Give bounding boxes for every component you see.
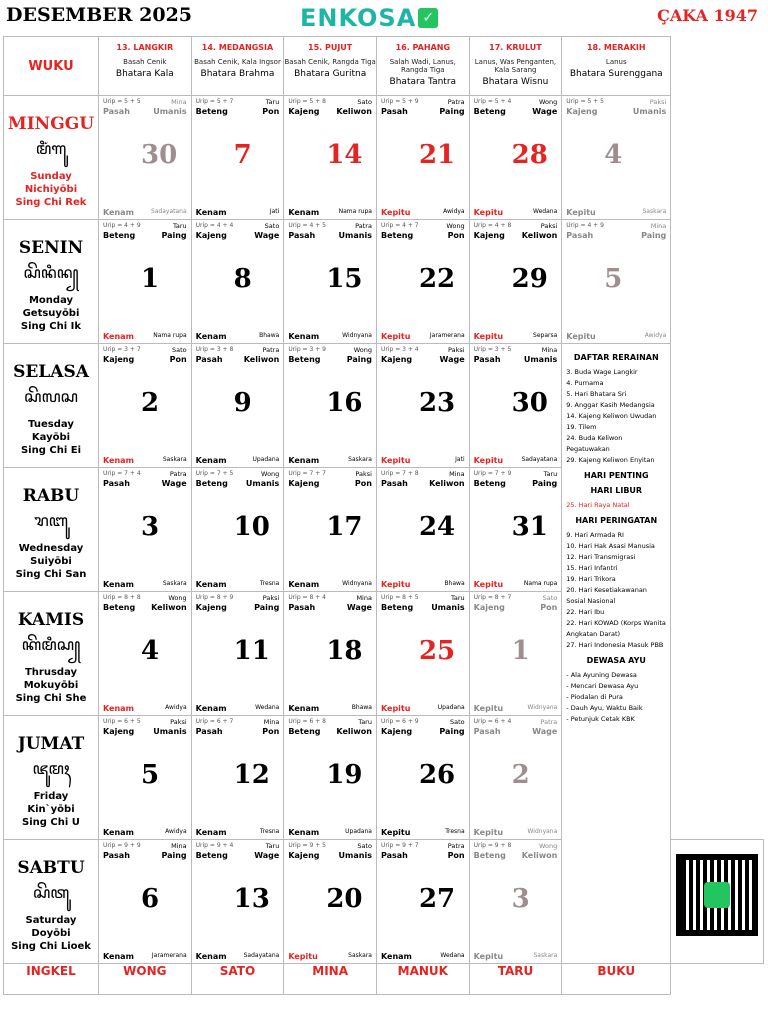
date-cell[interactable]: Urip = 9 + 5 Sato Kajeng Umanis 20 Kepitu Saskara [288,842,372,961]
date-cell[interactable]: Urip = 4 + 7 Wong Beteng Pon 22 Kepitu Jaramerana [380,222,465,341]
date-cell[interactable]: Urip = 8 + 9 Paksi Kajeng Paing 11 Kenam Wedana [195,594,280,713]
check-icon: ✓ [418,8,438,28]
date-cell[interactable]: Urip = 9 + 8 Wong Beteng Keliwon 3 Kepitu Saskara [473,842,558,961]
qr-code [671,840,764,964]
date-cell[interactable]: Urip = 7 + 9 Taru Beteng Paing 31 Kepitu Nama rupa [473,470,558,589]
caka-year: ÇAKA 1947 [657,6,758,25]
weekday-label: KAMIS ꦏꦼꦩꦶꦱ꧀ Thrusday Mokuyōbi Sing Chi She [4,592,99,716]
date-cell[interactable]: Urip = 3 + 4 Paksi Kajeng Wage 23 Kepitu Jati [380,346,465,465]
date-cell[interactable]: Urip = 8 + 7 Sato Kajeng Pon 1 Kepitu Widnyana [473,594,558,713]
ingkel-label: MINA [284,964,377,995]
qr-icon [676,854,758,936]
date-cell[interactable]: Urip = 3 + 5 Mina Pasah Umanis 30 Kepitu Sadayatana [473,346,558,465]
date-cell[interactable]: Urip = 3 + 7 Sato Kajeng Pon 2 Kenam Saskara [103,346,187,465]
calendar-table [3,36,764,995]
ingkel-label: SATO [191,964,284,995]
wuku-column-header: 16. PAHANG Salah Wadi, Lanus, Rangda Tiga Bhatara Tantra [376,37,469,96]
date-cell[interactable]: Urip = 7 + 5 Wong Beteng Umanis 10 Kenam Tresna [195,470,280,589]
ingkel-label: MANUK [376,964,469,995]
sidebar: DAFTAR RERAINAN 3. Buda Wage Langkir 4. Purnama 5. Hari Bhatara Sri 9. Anggar Kasih Medangsia 14. Kajeng Keliwon Uwudan 19. Tilem 24. Buda Keliwon Pegatuwakan 29. Kajeng Keliwon Enyitan HARI PENTING HARI LIBUR 25. Hari Raya Natal HARI PERINGATAN 9. Hari Armada RI 10. Hari Hak Asasi Manusia 12. Hari Transmigrasi 15. Hari Infantri 19. Hari Trikora 20. Hari Kesetiakawanan Sosial Nasional 22. Hari Ibu 22. Hari KOWAD (Korps Wanita Angkatan Darat) 27. Hari Indonesia Masuk PBB DEWASA AYU - Ala Ayuning Dewasa - Mencari Dewasa Ayu - Piodalan di Pura - Dauh Ayu, Waktu Baik - Petunjuk Cetak KBK [562,344,671,964]
date-cell[interactable]: Urip = 5 + 5 Paksi Kajeng Umanis 4 Kepitu Saskara [566,98,667,217]
date-cell[interactable]: Urip = 4 + 9 Mina Pasah Paing 5 Kepitu Awidya [566,222,667,341]
wuku-column-header: 14. MEDANGSIA Basah Cenik, Kala Ingsor Bhatara Brahma [191,37,284,96]
ingkel-label: TARU [469,964,562,995]
date-cell[interactable]: Urip = 7 + 4 Patra Pasah Wage 3 Kenam Saskara [103,470,187,589]
ingkel-label: BUKU [562,964,671,995]
date-cell[interactable]: Urip = 4 + 9 Taru Beteng Paing 1 Kenam Nama rupa [103,222,187,341]
wuku-header: WUKU [4,37,99,96]
enkosa-logo: ENKOSA ✓ [300,6,438,30]
date-cell[interactable]: Urip = 5 + 9 Patra Pasah Paing 21 Kepitu Awidya [380,98,465,217]
date-cell[interactable]: Urip = 4 + 8 Paksi Kajeng Keliwon 29 Kepitu Separsa [473,222,558,341]
date-cell[interactable]: Urip = 6 + 4 Patra Pasah Wage 2 Kepitu Widnyana [473,718,558,837]
date-cell[interactable]: Urip = 6 + 8 Taru Beteng Keliwon 19 Kenam Upadana [288,718,372,837]
date-cell[interactable]: Urip = 6 + 7 Mina Pasah Pon 12 Kenam Tresna [195,718,280,837]
weekday-label: MINGGU ꦩꦶꦁꦒꦸ Sunday Nichiyōbi Sing Chi Rek [4,96,99,220]
weekday-label: SENIN ꦱꦼꦤꦶꦤ꧀ Monday Getsuyōbi Sing Chi Ik [4,220,99,344]
ingkel-label: WONG [99,964,192,995]
date-cell[interactable]: Urip = 9 + 9 Mina Pasah Paing 6 Kenam Jaramerana [103,842,187,961]
date-cell[interactable]: Urip = 5 + 8 Sato Kajeng Keliwon 14 Kenam Nama rupa [288,98,372,217]
ingkel-label: INGKEL [4,964,99,995]
date-cell[interactable]: Urip = 4 + 5 Patra Pasah Umanis 15 Kenam Widnyana [288,222,372,341]
date-cell[interactable]: Urip = 8 + 4 Mina Pasah Wage 18 Kenam Bhawa [288,594,372,713]
page-header [0,0,768,36]
month-title: DESEMBER 2025 [6,4,193,26]
date-cell[interactable]: Urip = 8 + 8 Wong Beteng Keliwon 4 Kenam Awidya [103,594,187,713]
date-cell[interactable]: Urip = 5 + 5 Mina Pasah Umanis 30 Kenam Sadayatana [103,98,187,217]
date-cell[interactable]: Urip = 4 + 4 Sato Kajeng Wage 8 Kenam Bhawa [195,222,280,341]
date-cell[interactable]: Urip = 9 + 4 Taru Beteng Wage 13 Kenam Sadayatana [195,842,280,961]
weekday-label: JUMAT ꦗꦸꦩꦃ Friday Kin`yōbi Sing Chi U [4,716,99,840]
date-cell[interactable]: Urip = 7 + 8 Mina Pasah Keliwon 24 Kepitu Bhawa [380,470,465,589]
date-cell[interactable]: Urip = 8 + 5 Taru Beteng Umanis 25 Kepitu Upadana [380,594,465,713]
wuku-column-header: 15. PUJUT Basah Cenik, Rangda Tiga Bhatara Guritna [284,37,377,96]
date-cell[interactable]: Urip = 5 + 4 Wong Beteng Wage 28 Kepitu Wedana [473,98,558,217]
date-cell[interactable]: Urip = 7 + 7 Paksi Kajeng Pon 17 Kenam Widnyana [288,470,372,589]
wuku-column-header: 17. KRULUT Lanus, Was Penganten, Kala Sarang Bhatara Wisnu [469,37,562,96]
weekday-label: SELASA ꦱꦼꦭꦱ Tuesday Kayōbi Sing Chi Ei [4,344,99,468]
date-cell[interactable]: Urip = 6 + 5 Paksi Kajeng Umanis 5 Kenam Awidya [103,718,187,837]
date-cell[interactable]: Urip = 5 + 7 Taru Beteng Pon 7 Kenam Jati [195,98,280,217]
wuku-column-header: 18. MERAKIH Lanus Bhatara Surenggana [562,37,671,96]
date-cell[interactable]: Urip = 9 + 7 Patra Pasah Pon 27 Kenam Wedana [380,842,465,961]
date-cell[interactable]: Urip = 6 + 9 Sato Kajeng Paing 26 Kepitu Tresna [380,718,465,837]
date-cell[interactable]: Urip = 3 + 8 Patra Pasah Keliwon 9 Kenam Upadana [195,346,280,465]
weekday-label: SABTU ꦱꦼꦠꦸ Saturday Doyōbi Sing Chi Lioek [4,840,99,964]
weekday-label: RABU ꦫꦧꦸ Wednesday Suiyōbi Sing Chi San [4,468,99,592]
wuku-column-header: 13. LANGKIR Basah Cenik Bhatara Kala [99,37,192,96]
date-cell[interactable]: Urip = 3 + 9 Wong Beteng Paing 16 Kenam Saskara [288,346,372,465]
check-icon [704,882,730,908]
